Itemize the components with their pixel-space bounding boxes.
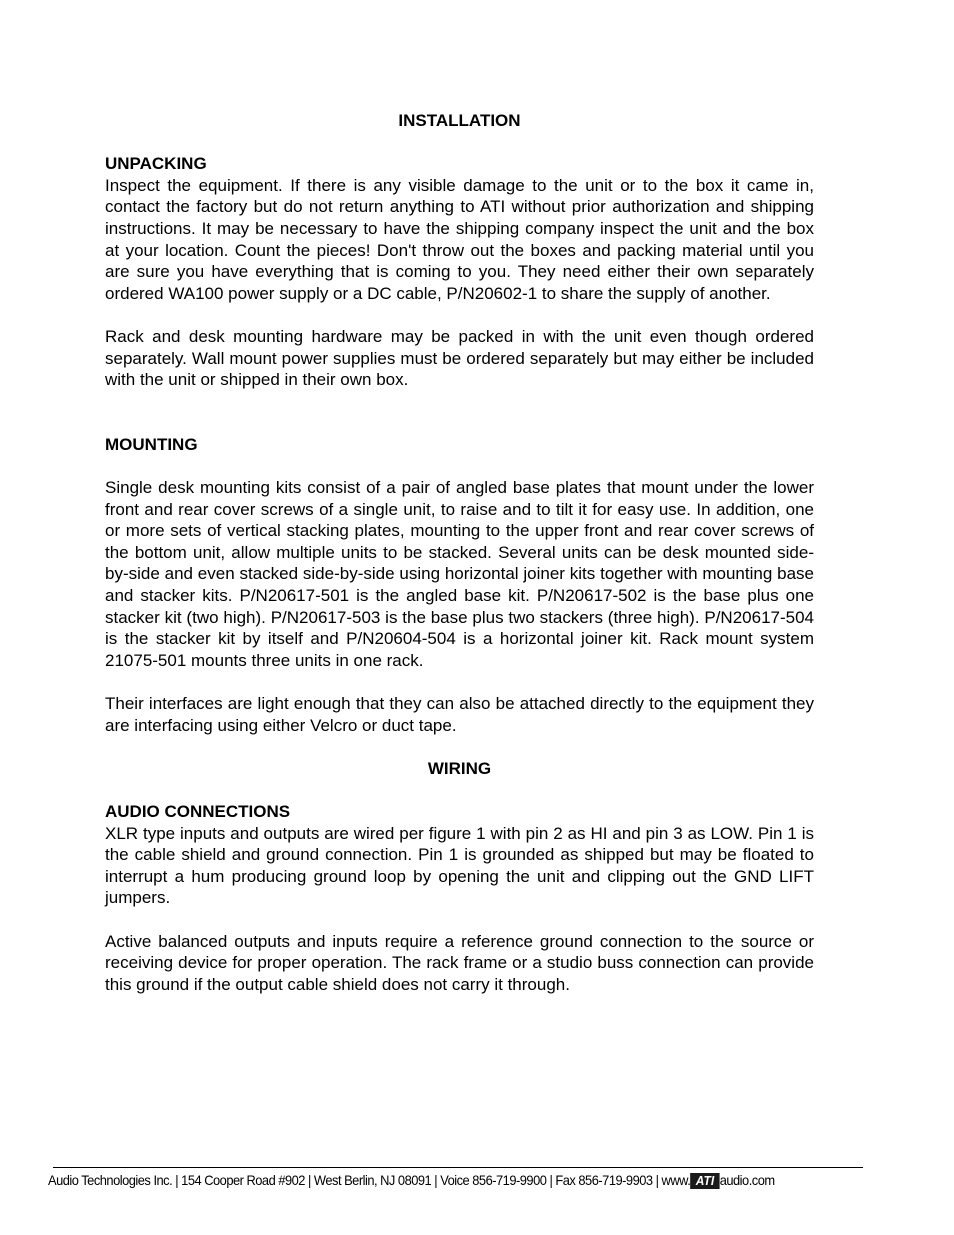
unpacking-heading: UNPACKING xyxy=(105,154,207,174)
audio-connections-paragraph-1: XLR type inputs and outputs are wired per figure 1 with pin 2 as HI and pin 3 as LOW. Pin 1 is the cable shield and ground connection. Pin 1 is grounded as shipped but may be floated to interrupt a hum producing ground loop by opening the unit and clipping out the GND LIFT jumpers. xyxy=(105,823,814,908)
page-content xyxy=(105,110,814,995)
footer-divider xyxy=(53,1167,863,1168)
mounting-paragraph-1: Single desk mounting kits consist of a pair of angled base plates that mount under the lower front and rear cover screws of a single unit, to raise and to tilt it for easy use. In addition, one or more sets of vertical stacking plates, mounting to the upper front and rear cover screws of the bottom unit, allow multiple units to be stacked. Several units can be desk mounted side-by-side and even stacked side-by-side using horizontal joiner kits together with mounting base and stacker kits. P/N20617-501 is the angled base kit. P/N20617-502 is the base plus one stacker kit (two high). P/N20617-503 is the base plus two stackers (three high). P/N20617-504 is the stacker kit by itself and P/N20604-504 is a horizontal joiner kit. Rack mount system 21075-501 mounts three units in one rack. xyxy=(105,478,814,670)
unpacking-paragraph-1: Inspect the equipment. If there is any visible damage to the unit or to the box it came in, contact the factory but do not return anything to ATI without prior authorization and shipping instructions. It may be necessary to have the shipping company inspect the unit and the box at your location. Count the pieces! Don't throw out the boxes and packing material until you are sure you have everything that is coming to you. They need either their own separately ordered WA100 power supply or a DC cable, P/N20602-1 to share the supply of another. xyxy=(105,175,814,303)
audio-connections-heading: AUDIO CONNECTIONS xyxy=(105,802,291,821)
ati-logo: ATI xyxy=(690,1173,719,1189)
mounting-paragraph-2: Their interfaces are light enough that they can also be attached directly to the equipment they are interfacing using either Velcro or duct tape. xyxy=(105,694,814,735)
wiring-title: WIRING xyxy=(427,758,492,778)
mounting-heading: MOUNTING xyxy=(105,434,198,454)
installation-title: INSTALLATION xyxy=(398,111,521,130)
unpacking-paragraph-2: Rack and desk mounting hardware may be packed in with the unit even though ordered separately. Wall mount power supplies must be ordered separately but may either be included with the unit or shipped in their own box. xyxy=(105,326,814,390)
footer xyxy=(48,1172,839,1189)
footer-text: Audio Technologies Inc. | 154 Cooper Road #902 | West Berlin, NJ 08091 | Voice 856-719-9900 | Fax 856-719-9903 | www. xyxy=(48,1172,691,1188)
footer-domain-suffix: audio.com xyxy=(719,1172,775,1188)
audio-connections-paragraph-2: Active balanced outputs and inputs require a reference ground connection to the source or receiving device for proper operation. The rack frame or a studio buss connection can provide this ground if the output cable shield does not carry it through. xyxy=(105,931,814,994)
